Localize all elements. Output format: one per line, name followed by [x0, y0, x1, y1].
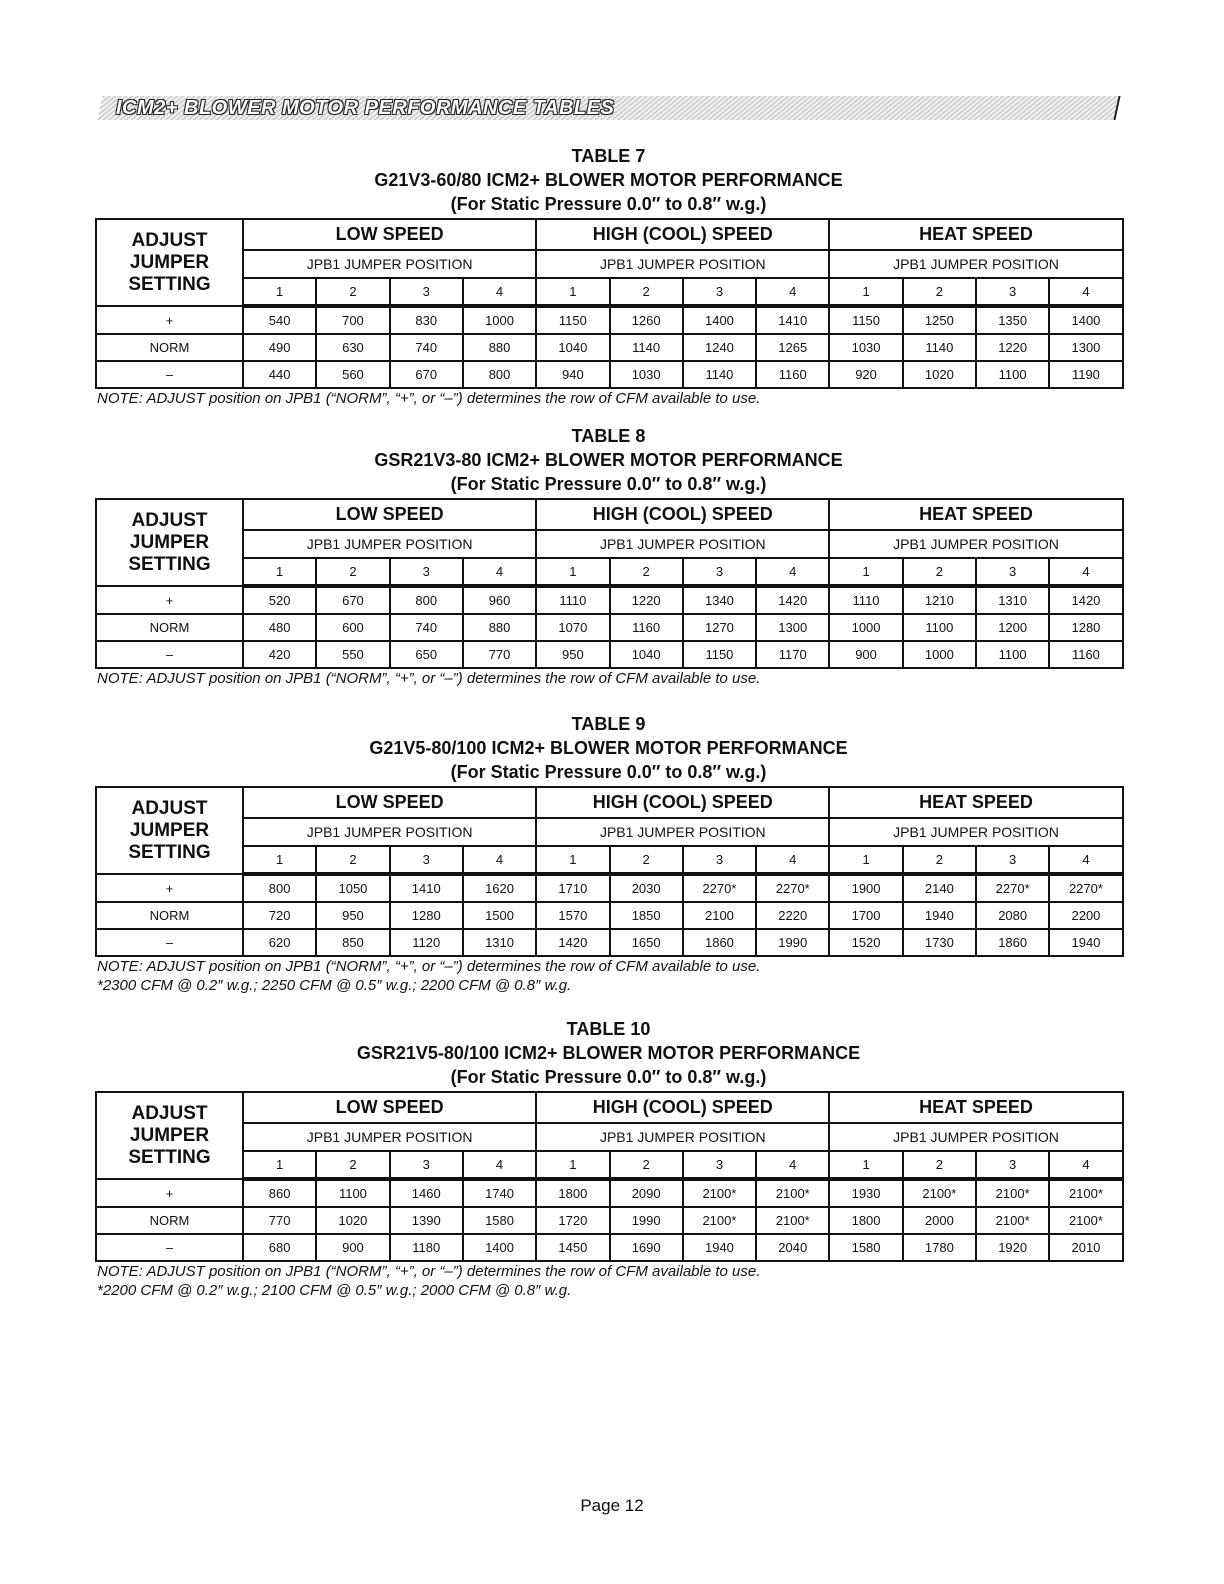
adjust-header-word: SETTING [128, 841, 211, 863]
position-number: 2 [903, 558, 976, 586]
cfm-value-cell: 2010 [1049, 1234, 1122, 1261]
cfm-value-cell: 2100* [1049, 1207, 1122, 1234]
cfm-value-cell: 1030 [829, 334, 902, 361]
position-number-row [96, 278, 1123, 306]
position-number: 3 [683, 278, 756, 306]
jumper-position-label: JPB1 JUMPER POSITION [243, 250, 536, 278]
cfm-value-cell: 1265 [756, 334, 829, 361]
cfm-value-cell: 1740 [463, 1179, 536, 1207]
performance-table [95, 1091, 1124, 1262]
table-label: TABLE 8 [571, 426, 646, 446]
cfm-value-cell: 1400 [1049, 306, 1122, 334]
adjust-row-label: – [96, 929, 243, 956]
speed-group-header: HEAT SPEED [829, 499, 1122, 530]
cfm-value-cell: 2080 [976, 902, 1049, 929]
adjust-jumper-setting-header [96, 1092, 243, 1179]
position-number: 2 [610, 1151, 683, 1179]
cfm-value-cell: 670 [316, 586, 389, 614]
table-note: NOTE: ADJUST position on JPB1 (“NORM”, “+”, or “–”) determines the row of CFM available to use. [97, 670, 761, 687]
cfm-value-cell: 1100 [316, 1179, 389, 1207]
cfm-value-cell: 1720 [536, 1207, 609, 1234]
adjust-header-word: ADJUST [131, 229, 208, 251]
adjust-header-word: SETTING [128, 553, 211, 575]
cfm-value-cell: 1030 [610, 361, 683, 388]
cfm-value-cell: 1580 [829, 1234, 902, 1261]
table-row [96, 902, 1123, 929]
adjust-row-label: – [96, 1234, 243, 1261]
position-number: 3 [976, 1151, 1049, 1179]
speed-group-header: LOW SPEED [243, 219, 536, 250]
cfm-value-cell: 1520 [829, 929, 902, 956]
cfm-value-cell: 1100 [976, 641, 1049, 668]
position-number-row [96, 846, 1123, 874]
cfm-value-cell: 1220 [976, 334, 1049, 361]
table-row [96, 641, 1123, 668]
table-footnote: *2200 CFM @ 0.2″ w.g.; 2100 CFM @ 0.5″ w.g.; 2000 CFM @ 0.8″ w.g. [97, 1282, 572, 1299]
jumper-position-label-row [96, 530, 1123, 558]
position-number: 1 [243, 558, 316, 586]
position-number: 3 [976, 846, 1049, 874]
position-number: 2 [903, 846, 976, 874]
speed-group-header: LOW SPEED [243, 1092, 536, 1123]
cfm-value-cell: 1340 [683, 586, 756, 614]
table-row [96, 361, 1123, 388]
cfm-value-cell: 1270 [683, 614, 756, 641]
speed-group-header: LOW SPEED [243, 499, 536, 530]
table-label: TABLE 9 [571, 714, 646, 734]
cfm-value-cell: 1780 [903, 1234, 976, 1261]
performance-table-block [95, 1017, 1122, 1300]
cfm-value-cell: 770 [243, 1207, 316, 1234]
position-number: 3 [390, 278, 463, 306]
position-number: 1 [536, 846, 609, 874]
cfm-value-cell: 650 [390, 641, 463, 668]
adjust-header-word: JUMPER [129, 251, 210, 273]
table-note: NOTE: ADJUST position on JPB1 (“NORM”, “+”, or “–”) determines the row of CFM available to use. [97, 1263, 761, 1280]
cfm-value-cell: 1420 [1049, 586, 1122, 614]
cfm-value-cell: 800 [243, 874, 316, 902]
adjust-row-label: + [96, 586, 243, 614]
adjust-row-label: – [96, 361, 243, 388]
cfm-value-cell: 2100* [903, 1179, 976, 1207]
cfm-value-cell: 2040 [756, 1234, 829, 1261]
cfm-value-cell: 700 [316, 306, 389, 334]
cfm-value-cell: 520 [243, 586, 316, 614]
cfm-value-cell: 2100 [683, 902, 756, 929]
jumper-position-label: JPB1 JUMPER POSITION [536, 250, 829, 278]
cfm-value-cell: 420 [243, 641, 316, 668]
adjust-row-label: – [96, 641, 243, 668]
adjust-row-label: NORM [96, 334, 243, 361]
cfm-value-cell: 960 [463, 586, 536, 614]
cfm-value-cell: 1860 [976, 929, 1049, 956]
performance-table [95, 786, 1124, 957]
cfm-value-cell: 2100* [756, 1179, 829, 1207]
cfm-value-cell: 2100* [1049, 1179, 1122, 1207]
table-subtitle: (For Static Pressure 0.0″ to 0.8″ w.g.) [450, 762, 767, 782]
position-number: 3 [683, 846, 756, 874]
cfm-value-cell: 1390 [390, 1207, 463, 1234]
cfm-value-cell: 2270* [683, 874, 756, 902]
cfm-value-cell: 1210 [903, 586, 976, 614]
jumper-position-label: JPB1 JUMPER POSITION [243, 1123, 536, 1151]
cfm-value-cell: 1020 [903, 361, 976, 388]
position-number: 1 [829, 558, 902, 586]
cfm-value-cell: 1900 [829, 874, 902, 902]
cfm-value-cell: 1250 [903, 306, 976, 334]
adjust-jumper-setting-header [96, 499, 243, 586]
position-number: 2 [316, 1151, 389, 1179]
jumper-position-label: JPB1 JUMPER POSITION [829, 1123, 1122, 1151]
cfm-value-cell: 740 [390, 614, 463, 641]
cfm-value-cell: 1940 [1049, 929, 1122, 956]
jumper-position-label: JPB1 JUMPER POSITION [243, 818, 536, 846]
jumper-position-label: JPB1 JUMPER POSITION [829, 818, 1122, 846]
cfm-value-cell: 1450 [536, 1234, 609, 1261]
cfm-value-cell: 2220 [756, 902, 829, 929]
cfm-value-cell: 1280 [390, 902, 463, 929]
cfm-value-cell: 680 [243, 1234, 316, 1261]
cfm-value-cell: 1940 [903, 902, 976, 929]
cfm-value-cell: 1920 [976, 1234, 1049, 1261]
cfm-value-cell: 1860 [683, 929, 756, 956]
cfm-value-cell: 1160 [1049, 641, 1122, 668]
cfm-value-cell: 1110 [829, 586, 902, 614]
cfm-value-cell: 1190 [1049, 361, 1122, 388]
cfm-value-cell: 1040 [610, 641, 683, 668]
cfm-value-cell: 1420 [756, 586, 829, 614]
speed-group-header: LOW SPEED [243, 787, 536, 818]
table-note: NOTE: ADJUST position on JPB1 (“NORM”, “+”, or “–”) determines the row of CFM available to use. [97, 958, 761, 975]
position-number: 3 [390, 1151, 463, 1179]
position-number: 4 [463, 846, 536, 874]
cfm-value-cell: 1500 [463, 902, 536, 929]
position-number: 1 [829, 1151, 902, 1179]
jumper-position-label: JPB1 JUMPER POSITION [243, 530, 536, 558]
position-number: 4 [463, 558, 536, 586]
speed-group-header: HEAT SPEED [829, 1092, 1122, 1123]
position-number: 4 [1049, 1151, 1122, 1179]
position-number: 2 [610, 846, 683, 874]
cfm-value-cell: 1400 [683, 306, 756, 334]
cfm-value-cell: 480 [243, 614, 316, 641]
speed-group-header-row [96, 219, 1123, 250]
cfm-value-cell: 770 [463, 641, 536, 668]
position-number: 2 [316, 278, 389, 306]
position-number-row [96, 1151, 1123, 1179]
position-number: 4 [756, 1151, 829, 1179]
table-row [96, 586, 1123, 614]
position-number: 1 [243, 1151, 316, 1179]
cfm-value-cell: 830 [390, 306, 463, 334]
cfm-value-cell: 1570 [536, 902, 609, 929]
cfm-value-cell: 440 [243, 361, 316, 388]
cfm-value-cell: 1800 [829, 1207, 902, 1234]
cfm-value-cell: 2100* [756, 1207, 829, 1234]
cfm-value-cell: 2000 [903, 1207, 976, 1234]
cfm-value-cell: 880 [463, 614, 536, 641]
position-number: 3 [683, 1151, 756, 1179]
table-row [96, 929, 1123, 956]
cfm-value-cell: 1070 [536, 614, 609, 641]
table-label: TABLE 10 [566, 1019, 651, 1039]
table-row [96, 1179, 1123, 1207]
cfm-value-cell: 1410 [756, 306, 829, 334]
adjust-header-word: JUMPER [129, 819, 210, 841]
adjust-header-word: SETTING [128, 273, 211, 295]
table-row [96, 306, 1123, 334]
position-number: 2 [316, 846, 389, 874]
position-number: 3 [683, 558, 756, 586]
table-note: NOTE: ADJUST position on JPB1 (“NORM”, “+”, or “–”) determines the row of CFM available to use. [97, 390, 761, 407]
cfm-value-cell: 1400 [463, 1234, 536, 1261]
cfm-value-cell: 1170 [756, 641, 829, 668]
cfm-value-cell: 850 [316, 929, 389, 956]
position-number: 1 [243, 846, 316, 874]
cfm-value-cell: 1050 [316, 874, 389, 902]
cfm-value-cell: 860 [243, 1179, 316, 1207]
position-number: 4 [756, 558, 829, 586]
cfm-value-cell: 1700 [829, 902, 902, 929]
adjust-jumper-setting-header [96, 219, 243, 306]
cfm-value-cell: 1220 [610, 586, 683, 614]
position-number: 1 [536, 558, 609, 586]
adjust-header-word: ADJUST [131, 1102, 208, 1124]
position-number: 4 [756, 278, 829, 306]
speed-group-header: HIGH (COOL) SPEED [536, 499, 829, 530]
table-row [96, 614, 1123, 641]
adjust-jumper-setting-header [96, 787, 243, 874]
position-number: 2 [610, 278, 683, 306]
cfm-value-cell: 1260 [610, 306, 683, 334]
position-number: 1 [243, 278, 316, 306]
performance-table-block [95, 712, 1122, 995]
table-subtitle: (For Static Pressure 0.0″ to 0.8″ w.g.) [450, 474, 767, 494]
adjust-row-label: + [96, 306, 243, 334]
cfm-value-cell: 2100* [976, 1179, 1049, 1207]
speed-group-header: HIGH (COOL) SPEED [536, 787, 829, 818]
page-number: Page 12 [580, 1496, 644, 1515]
cfm-value-cell: 900 [316, 1234, 389, 1261]
position-number: 3 [390, 846, 463, 874]
position-number: 4 [463, 1151, 536, 1179]
cfm-value-cell: 1160 [756, 361, 829, 388]
position-number: 1 [536, 278, 609, 306]
cfm-value-cell: 1990 [756, 929, 829, 956]
position-number: 4 [1049, 846, 1122, 874]
cfm-value-cell: 2090 [610, 1179, 683, 1207]
position-number: 4 [1049, 558, 1122, 586]
cfm-value-cell: 1150 [536, 306, 609, 334]
cfm-value-cell: 490 [243, 334, 316, 361]
cfm-value-cell: 1300 [756, 614, 829, 641]
table-row [96, 874, 1123, 902]
cfm-value-cell: 1040 [536, 334, 609, 361]
cfm-value-cell: 1310 [463, 929, 536, 956]
cfm-value-cell: 2200 [1049, 902, 1122, 929]
speed-group-header: HEAT SPEED [829, 219, 1122, 250]
position-number: 2 [903, 278, 976, 306]
adjust-row-label: NORM [96, 614, 243, 641]
adjust-header-word: JUMPER [129, 1124, 210, 1146]
section-title: ICM2+ BLOWER MOTOR PERFORMANCE TABLES [116, 97, 615, 119]
cfm-value-cell: 2270* [1049, 874, 1122, 902]
adjust-row-label: + [96, 1179, 243, 1207]
jumper-position-label-row [96, 818, 1123, 846]
cfm-value-cell: 2270* [756, 874, 829, 902]
cfm-value-cell: 1140 [610, 334, 683, 361]
table-title: GSR21V3-80 ICM2+ BLOWER MOTOR PERFORMANCE [374, 450, 843, 470]
performance-table-block [95, 424, 1122, 688]
cfm-value-cell: 1000 [463, 306, 536, 334]
table-footnote: *2300 CFM @ 0.2″ w.g.; 2250 CFM @ 0.5″ w.g.; 2200 CFM @ 0.8″ w.g. [97, 977, 572, 994]
cfm-value-cell: 2100* [683, 1207, 756, 1234]
position-number: 1 [536, 1151, 609, 1179]
table-row [96, 334, 1123, 361]
speed-group-header: HEAT SPEED [829, 787, 1122, 818]
adjust-header-word: ADJUST [131, 797, 208, 819]
cfm-value-cell: 1460 [390, 1179, 463, 1207]
cfm-value-cell: 620 [243, 929, 316, 956]
position-number: 2 [903, 1151, 976, 1179]
position-number-row [96, 558, 1123, 586]
adjust-header-word: JUMPER [129, 531, 210, 553]
cfm-value-cell: 2100* [976, 1207, 1049, 1234]
cfm-value-cell: 630 [316, 334, 389, 361]
adjust-header-word: SETTING [128, 1146, 211, 1168]
cfm-value-cell: 1730 [903, 929, 976, 956]
cfm-value-cell: 1350 [976, 306, 1049, 334]
speed-group-header-row [96, 1092, 1123, 1123]
cfm-value-cell: 2030 [610, 874, 683, 902]
cfm-value-cell: 1580 [463, 1207, 536, 1234]
table-subtitle: (For Static Pressure 0.0″ to 0.8″ w.g.) [450, 194, 767, 214]
cfm-value-cell: 1990 [610, 1207, 683, 1234]
cfm-value-cell: 1200 [976, 614, 1049, 641]
table-subtitle: (For Static Pressure 0.0″ to 0.8″ w.g.) [450, 1067, 767, 1087]
position-number: 3 [976, 278, 1049, 306]
jumper-position-label: JPB1 JUMPER POSITION [829, 530, 1122, 558]
speed-group-header: HIGH (COOL) SPEED [536, 1092, 829, 1123]
table-title: GSR21V5-80/100 ICM2+ BLOWER MOTOR PERFORMANCE [356, 1043, 861, 1063]
jumper-position-label-row [96, 250, 1123, 278]
cfm-value-cell: 1310 [976, 586, 1049, 614]
cfm-value-cell: 2100* [683, 1179, 756, 1207]
jumper-position-label: JPB1 JUMPER POSITION [536, 818, 829, 846]
position-number: 3 [390, 558, 463, 586]
table-row [96, 1234, 1123, 1261]
cfm-value-cell: 920 [829, 361, 902, 388]
table-row [96, 1207, 1123, 1234]
cfm-value-cell: 1020 [316, 1207, 389, 1234]
cfm-value-cell: 720 [243, 902, 316, 929]
table-title: G21V3-60/80 ICM2+ BLOWER MOTOR PERFORMANCE [374, 170, 843, 190]
speed-group-header-row [96, 787, 1123, 818]
cfm-value-cell: 1140 [683, 361, 756, 388]
cfm-value-cell: 1150 [683, 641, 756, 668]
performance-table [95, 498, 1124, 669]
position-number: 4 [1049, 278, 1122, 306]
cfm-value-cell: 670 [390, 361, 463, 388]
jumper-position-label: JPB1 JUMPER POSITION [536, 1123, 829, 1151]
jumper-position-label-row [96, 1123, 1123, 1151]
speed-group-header: HIGH (COOL) SPEED [536, 219, 829, 250]
performance-table-block [95, 144, 1122, 408]
cfm-value-cell: 1240 [683, 334, 756, 361]
cfm-value-cell: 600 [316, 614, 389, 641]
cfm-value-cell: 800 [463, 361, 536, 388]
jumper-position-label: JPB1 JUMPER POSITION [536, 530, 829, 558]
cfm-value-cell: 550 [316, 641, 389, 668]
position-number: 4 [463, 278, 536, 306]
cfm-value-cell: 1690 [610, 1234, 683, 1261]
adjust-row-label: + [96, 874, 243, 902]
table-title: G21V5-80/100 ICM2+ BLOWER MOTOR PERFORMANCE [369, 738, 848, 758]
table-label: TABLE 7 [571, 146, 646, 166]
cfm-value-cell: 1000 [829, 614, 902, 641]
speed-group-header-row [96, 499, 1123, 530]
cfm-value-cell: 900 [829, 641, 902, 668]
position-number: 1 [829, 278, 902, 306]
cfm-value-cell: 1710 [536, 874, 609, 902]
cfm-value-cell: 950 [536, 641, 609, 668]
cfm-value-cell: 940 [536, 361, 609, 388]
cfm-value-cell: 1110 [536, 586, 609, 614]
cfm-value-cell: 1000 [903, 641, 976, 668]
cfm-value-cell: 1930 [829, 1179, 902, 1207]
jumper-position-label: JPB1 JUMPER POSITION [829, 250, 1122, 278]
cfm-value-cell: 800 [390, 586, 463, 614]
position-number: 2 [610, 558, 683, 586]
cfm-value-cell: 1940 [683, 1234, 756, 1261]
cfm-value-cell: 1420 [536, 929, 609, 956]
cfm-value-cell: 540 [243, 306, 316, 334]
position-number: 3 [976, 558, 1049, 586]
cfm-value-cell: 880 [463, 334, 536, 361]
position-number: 4 [756, 846, 829, 874]
cfm-value-cell: 1100 [976, 361, 1049, 388]
cfm-value-cell: 2270* [976, 874, 1049, 902]
performance-table [95, 218, 1124, 389]
cfm-value-cell: 2140 [903, 874, 976, 902]
position-number: 2 [316, 558, 389, 586]
position-number: 1 [829, 846, 902, 874]
cfm-value-cell: 1800 [536, 1179, 609, 1207]
cfm-value-cell: 1120 [390, 929, 463, 956]
cfm-value-cell: 1410 [390, 874, 463, 902]
cfm-value-cell: 1280 [1049, 614, 1122, 641]
cfm-value-cell: 740 [390, 334, 463, 361]
cfm-value-cell: 1850 [610, 902, 683, 929]
cfm-value-cell: 1100 [903, 614, 976, 641]
cfm-value-cell: 1650 [610, 929, 683, 956]
cfm-value-cell: 1150 [829, 306, 902, 334]
cfm-value-cell: 1300 [1049, 334, 1122, 361]
cfm-value-cell: 560 [316, 361, 389, 388]
cfm-value-cell: 1180 [390, 1234, 463, 1261]
adjust-header-word: ADJUST [131, 509, 208, 531]
adjust-row-label: NORM [96, 902, 243, 929]
adjust-row-label: NORM [96, 1207, 243, 1234]
cfm-value-cell: 1620 [463, 874, 536, 902]
cfm-value-cell: 950 [316, 902, 389, 929]
cfm-value-cell: 1160 [610, 614, 683, 641]
cfm-value-cell: 1140 [903, 334, 976, 361]
